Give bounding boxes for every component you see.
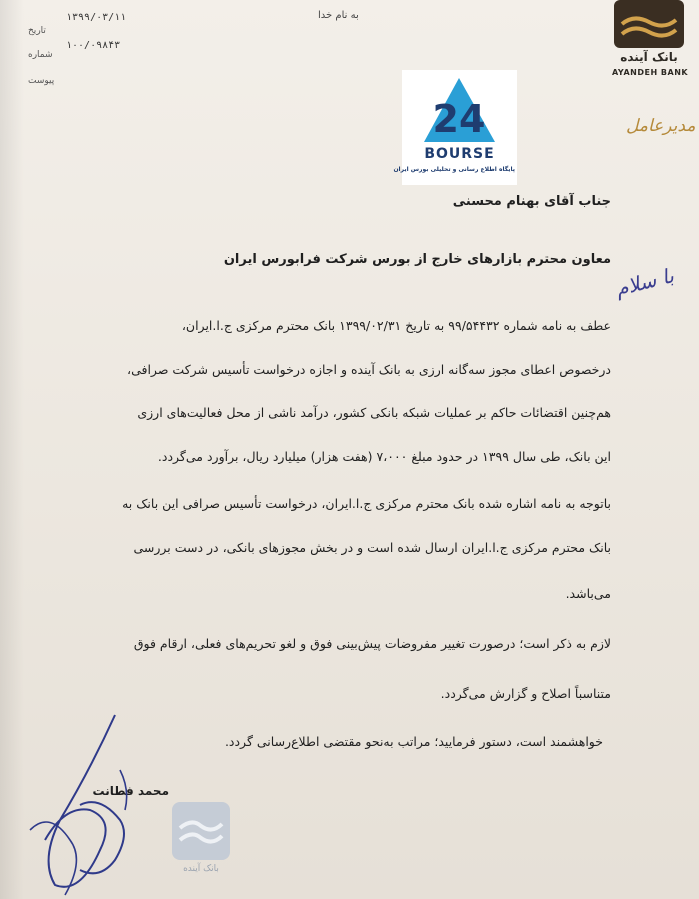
attachment-label: پیوست (28, 76, 55, 86)
bourse-watermark (393, 70, 517, 185)
salutation-name: جناب آقای بهنام محسنی (452, 194, 611, 209)
paragraph-3-line: لازم به ذکر است؛ درصورت تغییر مفروضات پیش‌بینی فوق و لغو تحریم‌های فعلی، ارقام فوق (133, 636, 611, 651)
date-value: ۱۳۹۹/۰۳/۱۱ (66, 12, 127, 23)
bank-name-fa: بانک آینده (620, 50, 678, 64)
salutation-title: معاون محترم بازارهای خارج از بورس شرکت فرابورس ایران (223, 252, 611, 267)
paragraph-1-line: این بانک، طی سال ۱۳۹۹ در حدود مبلغ ۷،۰۰۰ (هفت هزار) میلیارد ریال، برآورد می‌گردد. (157, 449, 611, 464)
signatory-name: محمد فطانت (92, 784, 169, 798)
paragraph-1-line: عطف به نامه شماره ۹۹/۵۴۴۳۲ به تاریخ ۱۳۹۹/۰۲/۳۱ بانک محترم مرکزی ج.ا.ایران، (181, 318, 611, 333)
paragraph-2-line: بانک محترم مرکزی ج.ا.ایران ارسال شده است و در بخش مجوزهای بانکی، در دست بررسی (133, 540, 611, 555)
closing-line: خواهشمند است، دستور فرمایید؛ مراتب به‌نحو مقتضی اطلاع‌رسانی گردد. (224, 734, 603, 749)
paragraph-3-line: متناسباً اصلاح و گزارش می‌گردد. (440, 686, 611, 701)
bourse-number: 24 (432, 97, 486, 141)
number-label: شماره (28, 50, 53, 60)
stamp-bank-name: بانک آینده (183, 864, 219, 874)
paragraph-1-line: هم‌چنین اقتضائات حاکم بر عملیات شبکه بانکی کشور، درآمد ناشی از محل فعالیت‌های ارزی (137, 405, 611, 420)
signature-icon (20, 710, 170, 899)
paragraph-2-line: باتوجه به نامه اشاره شده بانک محترم مرکزی ج.ا.ایران، درخواست تأسیس صرافی این بانک به (122, 496, 611, 511)
bourse-word: BOURSE (424, 146, 495, 162)
paragraph-1-line: درخصوص اعطای مجوز سه‌گانه ارزی به بانک آینده و اجازه درخواست تأسیس شرکت صرافی، (127, 362, 611, 377)
paragraph-2-line: می‌باشد. (565, 586, 611, 601)
ceo-label: مدیرعامل (626, 116, 696, 136)
date-label: تاریخ (28, 26, 46, 36)
margin-note: با سلام (612, 263, 677, 301)
bourse-tagline: پایگاه اطلاع رسانی و تحلیلی بورس ایران (393, 166, 515, 173)
bourse-triangle-icon (422, 76, 497, 144)
bank-name-en: AYANDEH BANK (612, 68, 689, 77)
basmala: به نام خدا (318, 10, 359, 21)
number-value: ۱۰۰/۰۹۸۴۳ (66, 40, 121, 51)
bank-stamp-icon (170, 800, 232, 862)
